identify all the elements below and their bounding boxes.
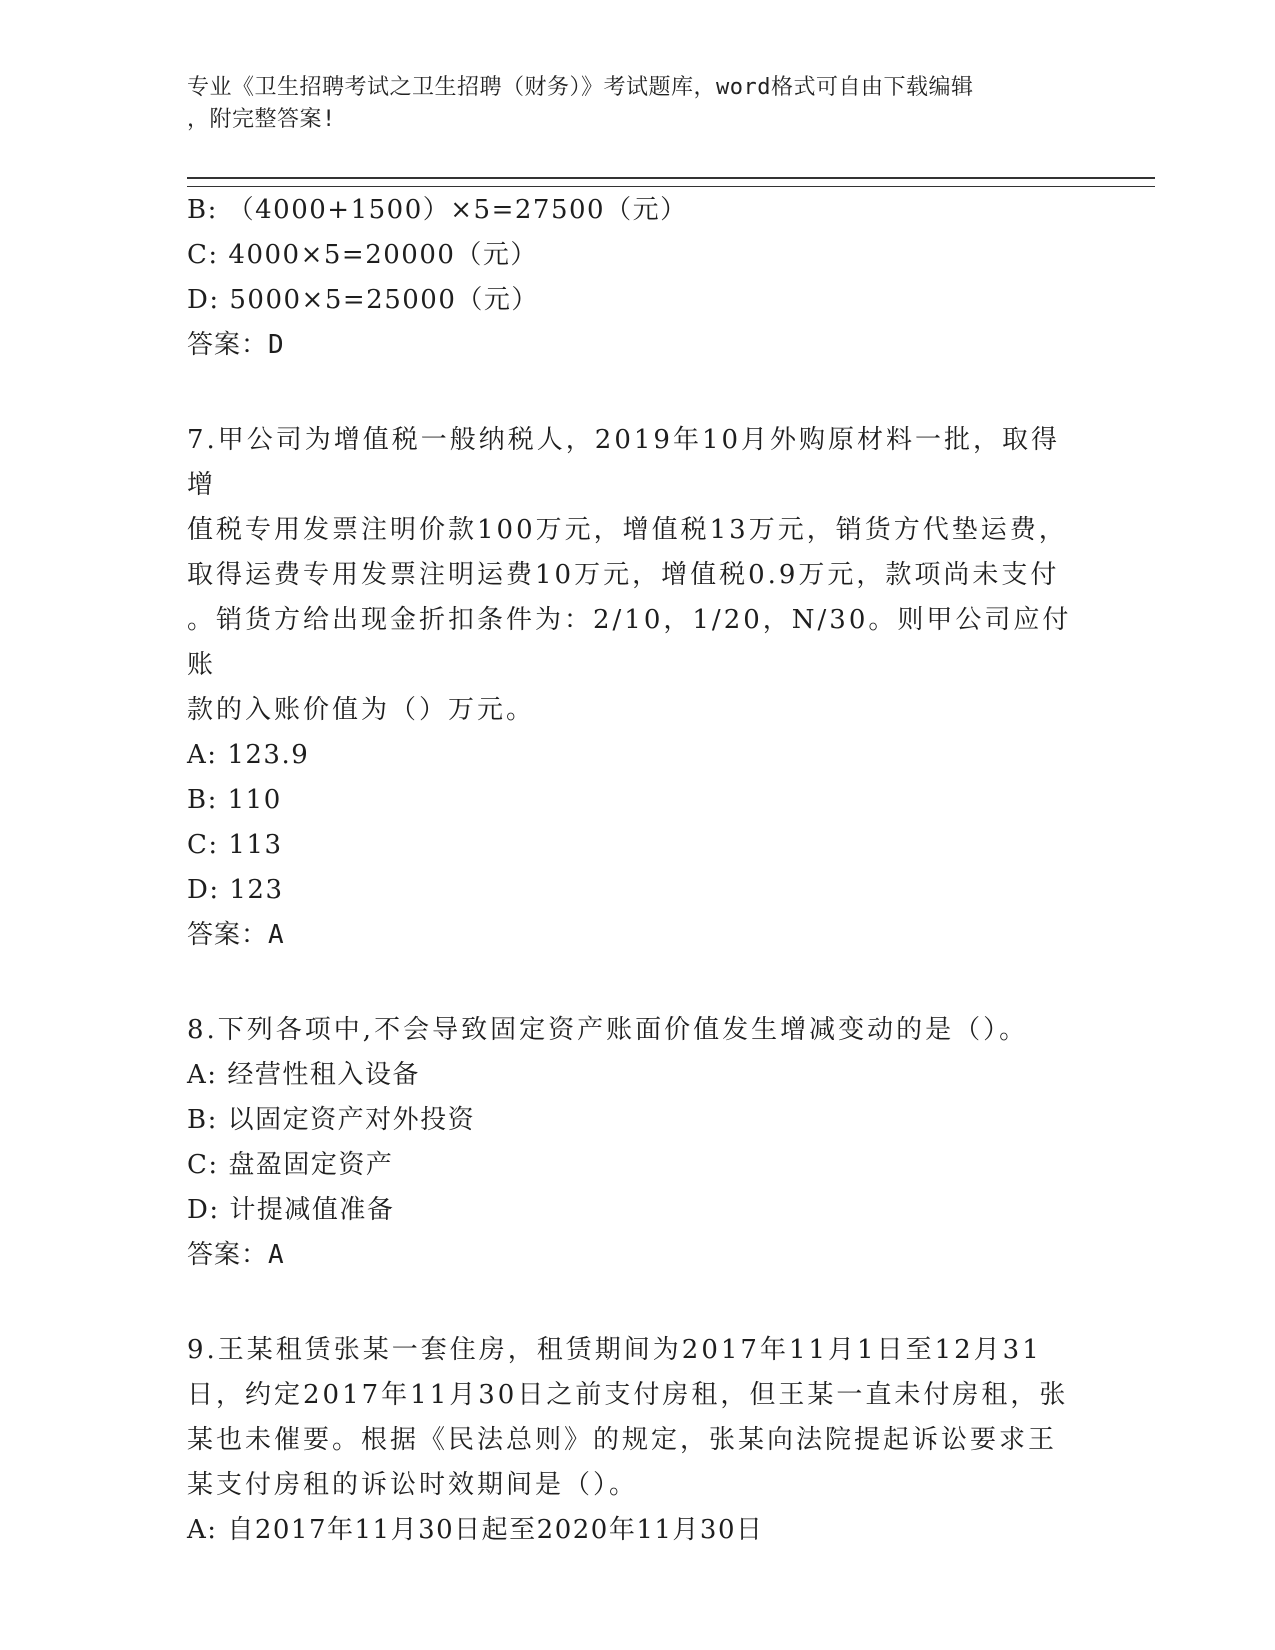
option-c — [187, 823, 1087, 868]
question-6 — [187, 188, 1087, 368]
question-text — [187, 1328, 1087, 1508]
option-text: 123.9 — [227, 740, 310, 770]
option-text: 5000×5=25000（元） — [229, 285, 539, 315]
question-line: 。销货方给出现金折扣条件为：2/10，1/20，N/30。则甲公司应付账 — [187, 605, 1072, 680]
header-line-1: 专业《卫生招聘考试之卫生招聘（财务）》考试题库，word格式可自由下载编辑 — [187, 75, 974, 100]
question-line: 取得运费专用发票注明运费10万元，增值税0.9万元，款项尚未支付 — [187, 560, 1060, 590]
option-text: 计提减值准备 — [229, 1195, 395, 1225]
question-text — [187, 1008, 1087, 1053]
option-text: 113 — [228, 830, 283, 860]
option-a — [187, 1508, 1087, 1553]
question-line: 9.王某租赁张某一套住房，租赁期间为2017年11月1日至12月31 — [187, 1335, 1042, 1365]
option-text: 经营性租入设备 — [227, 1060, 420, 1090]
option-c — [187, 233, 1087, 278]
option-label: A: — [187, 1060, 218, 1090]
option-text: （4000+1500）×5=27500（元） — [227, 195, 688, 225]
option-d — [187, 868, 1087, 913]
option-a — [187, 1053, 1087, 1098]
question-line: 8.下列各项中,不会导致固定资产账面价值发生增减变动的是（）。 — [187, 1015, 1029, 1045]
header-line-2: ，附完整答案! — [187, 107, 336, 132]
option-b — [187, 1098, 1087, 1143]
header-divider — [187, 177, 1155, 187]
answer-label: 答案： — [187, 330, 269, 360]
option-d — [187, 1188, 1087, 1233]
question-line: 款的入账价值为（）万元。 — [187, 695, 536, 725]
option-label: D: — [187, 1195, 220, 1225]
answer-value: A — [268, 920, 285, 950]
option-label: C: — [187, 240, 219, 270]
option-label: C: — [187, 1150, 219, 1180]
question-8 — [187, 1008, 1087, 1278]
option-label: D: — [187, 875, 220, 905]
option-text: 盘盈固定资产 — [228, 1150, 394, 1180]
option-label: B: — [187, 195, 218, 225]
option-label: D: — [187, 285, 220, 315]
option-label: B: — [187, 1105, 218, 1135]
option-text: 123 — [229, 875, 284, 905]
answer-line — [187, 913, 1087, 958]
document-body — [187, 188, 1087, 1553]
option-b — [187, 188, 1087, 233]
answer-value: A — [268, 1240, 285, 1270]
question-line: 值税专用发票注明价款100万元，增值税13万元，销货方代垫运费， — [187, 515, 1068, 545]
option-text: 以固定资产对外投资 — [227, 1105, 476, 1135]
question-text — [187, 418, 1087, 733]
answer-label: 答案： — [187, 920, 269, 950]
option-text: 自2017年11月30日起至2020年11月30日 — [227, 1515, 764, 1545]
answer-line — [187, 1233, 1087, 1278]
question-line: 日，约定2017年11月30日之前支付房租，但王某一直未付房租，张 — [187, 1380, 1069, 1410]
option-b — [187, 778, 1087, 823]
option-label: A: — [187, 1515, 218, 1545]
option-text: 4000×5=20000（元） — [228, 240, 538, 270]
option-label: A: — [187, 740, 218, 770]
option-label: C: — [187, 830, 219, 860]
option-a — [187, 733, 1087, 778]
question-9 — [187, 1328, 1087, 1553]
option-c — [187, 1143, 1087, 1188]
question-line: 7.甲公司为增值税一般纳税人，2019年10月外购原材料一批，取得增 — [187, 425, 1061, 500]
option-text: 110 — [227, 785, 282, 815]
option-label: B: — [187, 785, 218, 815]
answer-label: 答案： — [187, 1240, 269, 1270]
answer-line — [187, 323, 1087, 368]
option-d — [187, 278, 1087, 323]
answer-value: D — [268, 330, 285, 360]
document-header — [187, 72, 1067, 136]
question-line: 某也未催要。根据《民法总则》的规定，张某向法院提起诉讼要求王 — [187, 1425, 1058, 1455]
question-line: 某支付房租的诉讼时效期间是（）。 — [187, 1470, 639, 1500]
question-7 — [187, 418, 1087, 958]
